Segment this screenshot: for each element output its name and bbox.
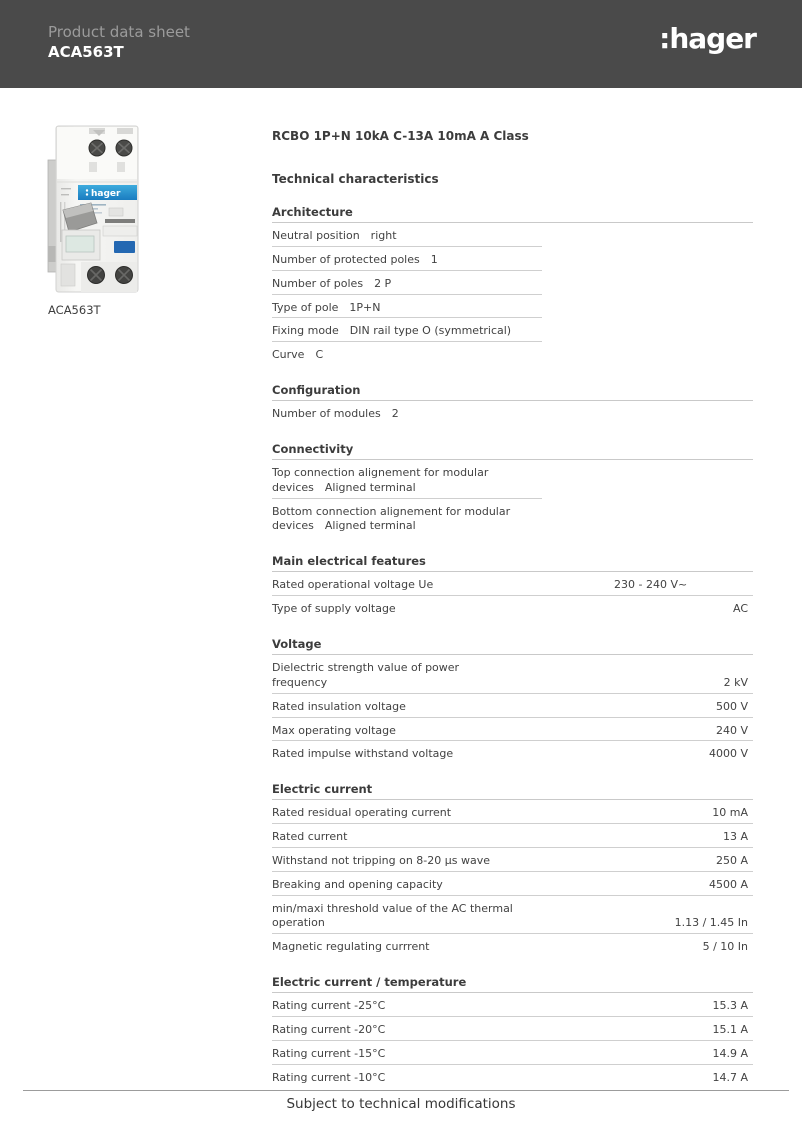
spec-row: [272, 271, 542, 295]
section-heading: Voltage: [272, 637, 753, 655]
spec-value: DIN rail type O (symmetrical): [349, 324, 512, 338]
spec-row: [272, 1017, 753, 1041]
spec-value: 2: [391, 407, 399, 421]
spec-row: [272, 596, 753, 619]
spec-section: [272, 205, 753, 365]
spec-label: Neutral position: [272, 229, 360, 242]
spec-section: [272, 383, 753, 424]
spec-label: Rated operational voltage Ue: [272, 578, 434, 592]
spec-row: [272, 1065, 753, 1088]
spec-value: 2 kV: [723, 675, 748, 689]
footer-note: Subject to technical modifications: [286, 1096, 516, 1112]
spec-row: [272, 223, 542, 247]
spec-row: [272, 460, 542, 499]
section-heading: Connectivity: [272, 442, 753, 460]
spec-value: 500 V: [715, 699, 748, 713]
section-heading: Main electrical features: [272, 554, 753, 572]
spec-value: 14.7 A: [712, 1070, 748, 1084]
spec-section: [272, 442, 753, 536]
header-text-block: [48, 23, 190, 61]
technical-content: [272, 128, 753, 1087]
spec-label: Rated current: [272, 830, 348, 844]
spec-section: [272, 554, 753, 619]
section-heading: Electric current / temperature: [272, 975, 753, 993]
spec-label: Bottom connection alignement for modular devices: [272, 504, 511, 533]
spec-label: Type of pole: [272, 300, 339, 314]
spec-value: 13 A: [722, 830, 748, 844]
spec-label: min/maxi threshold value of the AC thermal operation: [272, 901, 513, 930]
footer-divider: [23, 1090, 789, 1091]
spec-value: 15.3 A: [712, 999, 748, 1013]
spec-section: [272, 782, 753, 957]
spec-value: 1.13 / 1.45 In: [674, 916, 748, 930]
header-bar: [0, 0, 802, 88]
test-button: [114, 241, 135, 253]
spec-value: AC: [732, 602, 748, 616]
spec-label: Number of poles: [272, 276, 364, 290]
spec-label: Number of modules: [272, 407, 381, 421]
circuit-breaker-image: [45, 124, 141, 296]
spec-value: 1P+N: [349, 300, 381, 314]
spec-label: Fixing mode: [272, 324, 339, 338]
spec-label: Top connection alignement for modular devices: [272, 465, 489, 494]
spec-label: Withstand not tripping on 8-20 μs wave: [272, 853, 490, 867]
spec-label: Max operating voltage: [272, 723, 396, 737]
spec-label: Dielectric strength value of power frequency: [272, 660, 460, 689]
spec-row: [272, 342, 542, 365]
spec-value: Aligned terminal: [324, 519, 416, 533]
spec-value: 1: [430, 252, 438, 266]
spec-value: 15.1 A: [712, 1022, 748, 1036]
spec-row: [272, 1041, 753, 1065]
spec-sections: [272, 205, 753, 1087]
header-subtitle: Product data sheet: [48, 23, 190, 41]
spec-value: 5 / 10 In: [702, 940, 748, 954]
spec-row: [272, 824, 753, 848]
technical-characteristics-heading: Technical characteristics: [272, 172, 439, 186]
spec-label: Rated residual operating current: [272, 806, 452, 820]
spec-value: 10 mA: [712, 806, 748, 820]
spec-value: 4000 V: [708, 747, 748, 761]
spec-label: Breaking and opening capacity: [272, 877, 443, 891]
spec-row: [272, 848, 753, 872]
spec-value: 14.9 A: [712, 1046, 748, 1060]
spec-section: [272, 975, 753, 1087]
spec-row: [272, 401, 542, 424]
spec-value: C: [315, 348, 324, 362]
spec-row: [272, 572, 753, 596]
spec-row: [272, 800, 753, 824]
product-image-caption: ACA563T: [48, 303, 101, 317]
spec-value: 230 - 240 V~: [614, 578, 688, 592]
spec-value: 2 P: [374, 276, 392, 290]
hager-logo: :hager: [659, 22, 756, 55]
spec-label: Rating current -25°C: [272, 999, 386, 1013]
spec-row: [272, 993, 753, 1017]
spec-row: [272, 694, 753, 718]
spec-row: [272, 655, 753, 694]
spec-label: Magnetic regulating currrent: [272, 940, 430, 954]
spec-label: Number of protected poles: [272, 252, 420, 266]
spec-label: Rated impulse withstand voltage: [272, 747, 454, 761]
spec-label: Rating current -10°C: [272, 1070, 386, 1084]
spec-row: [272, 741, 753, 764]
spec-value: 250 A: [715, 853, 748, 867]
spec-label: Rating current -15°C: [272, 1046, 386, 1060]
spec-row: [272, 872, 753, 896]
spec-label: Rating current -20°C: [272, 1022, 386, 1036]
spec-section: [272, 637, 753, 764]
spec-row: [272, 295, 542, 319]
header-product-code: ACA563T: [48, 43, 124, 61]
spec-row: [272, 499, 542, 537]
product-image-column: [45, 124, 255, 317]
spec-value: 4500 A: [708, 877, 748, 891]
spec-label: Rated insulation voltage: [272, 699, 406, 713]
spec-label: Type of supply voltage: [272, 602, 396, 616]
spec-row: [272, 318, 542, 342]
brand-band-text: hager: [91, 189, 121, 199]
section-heading: Configuration: [272, 383, 753, 401]
document-title: RCBO 1P+N 10kA C-13A 10mA A Class: [272, 129, 529, 143]
section-heading: Architecture: [272, 205, 753, 223]
section-heading: Electric current: [272, 782, 753, 800]
spec-row: [272, 247, 542, 271]
spec-row: [272, 896, 753, 935]
spec-value: 240 V: [715, 723, 748, 737]
spec-row: [272, 718, 753, 742]
spec-value: right: [370, 229, 397, 242]
spec-label: Curve: [272, 348, 305, 362]
spec-value: Aligned terminal: [324, 480, 416, 494]
spec-row: [272, 934, 753, 957]
